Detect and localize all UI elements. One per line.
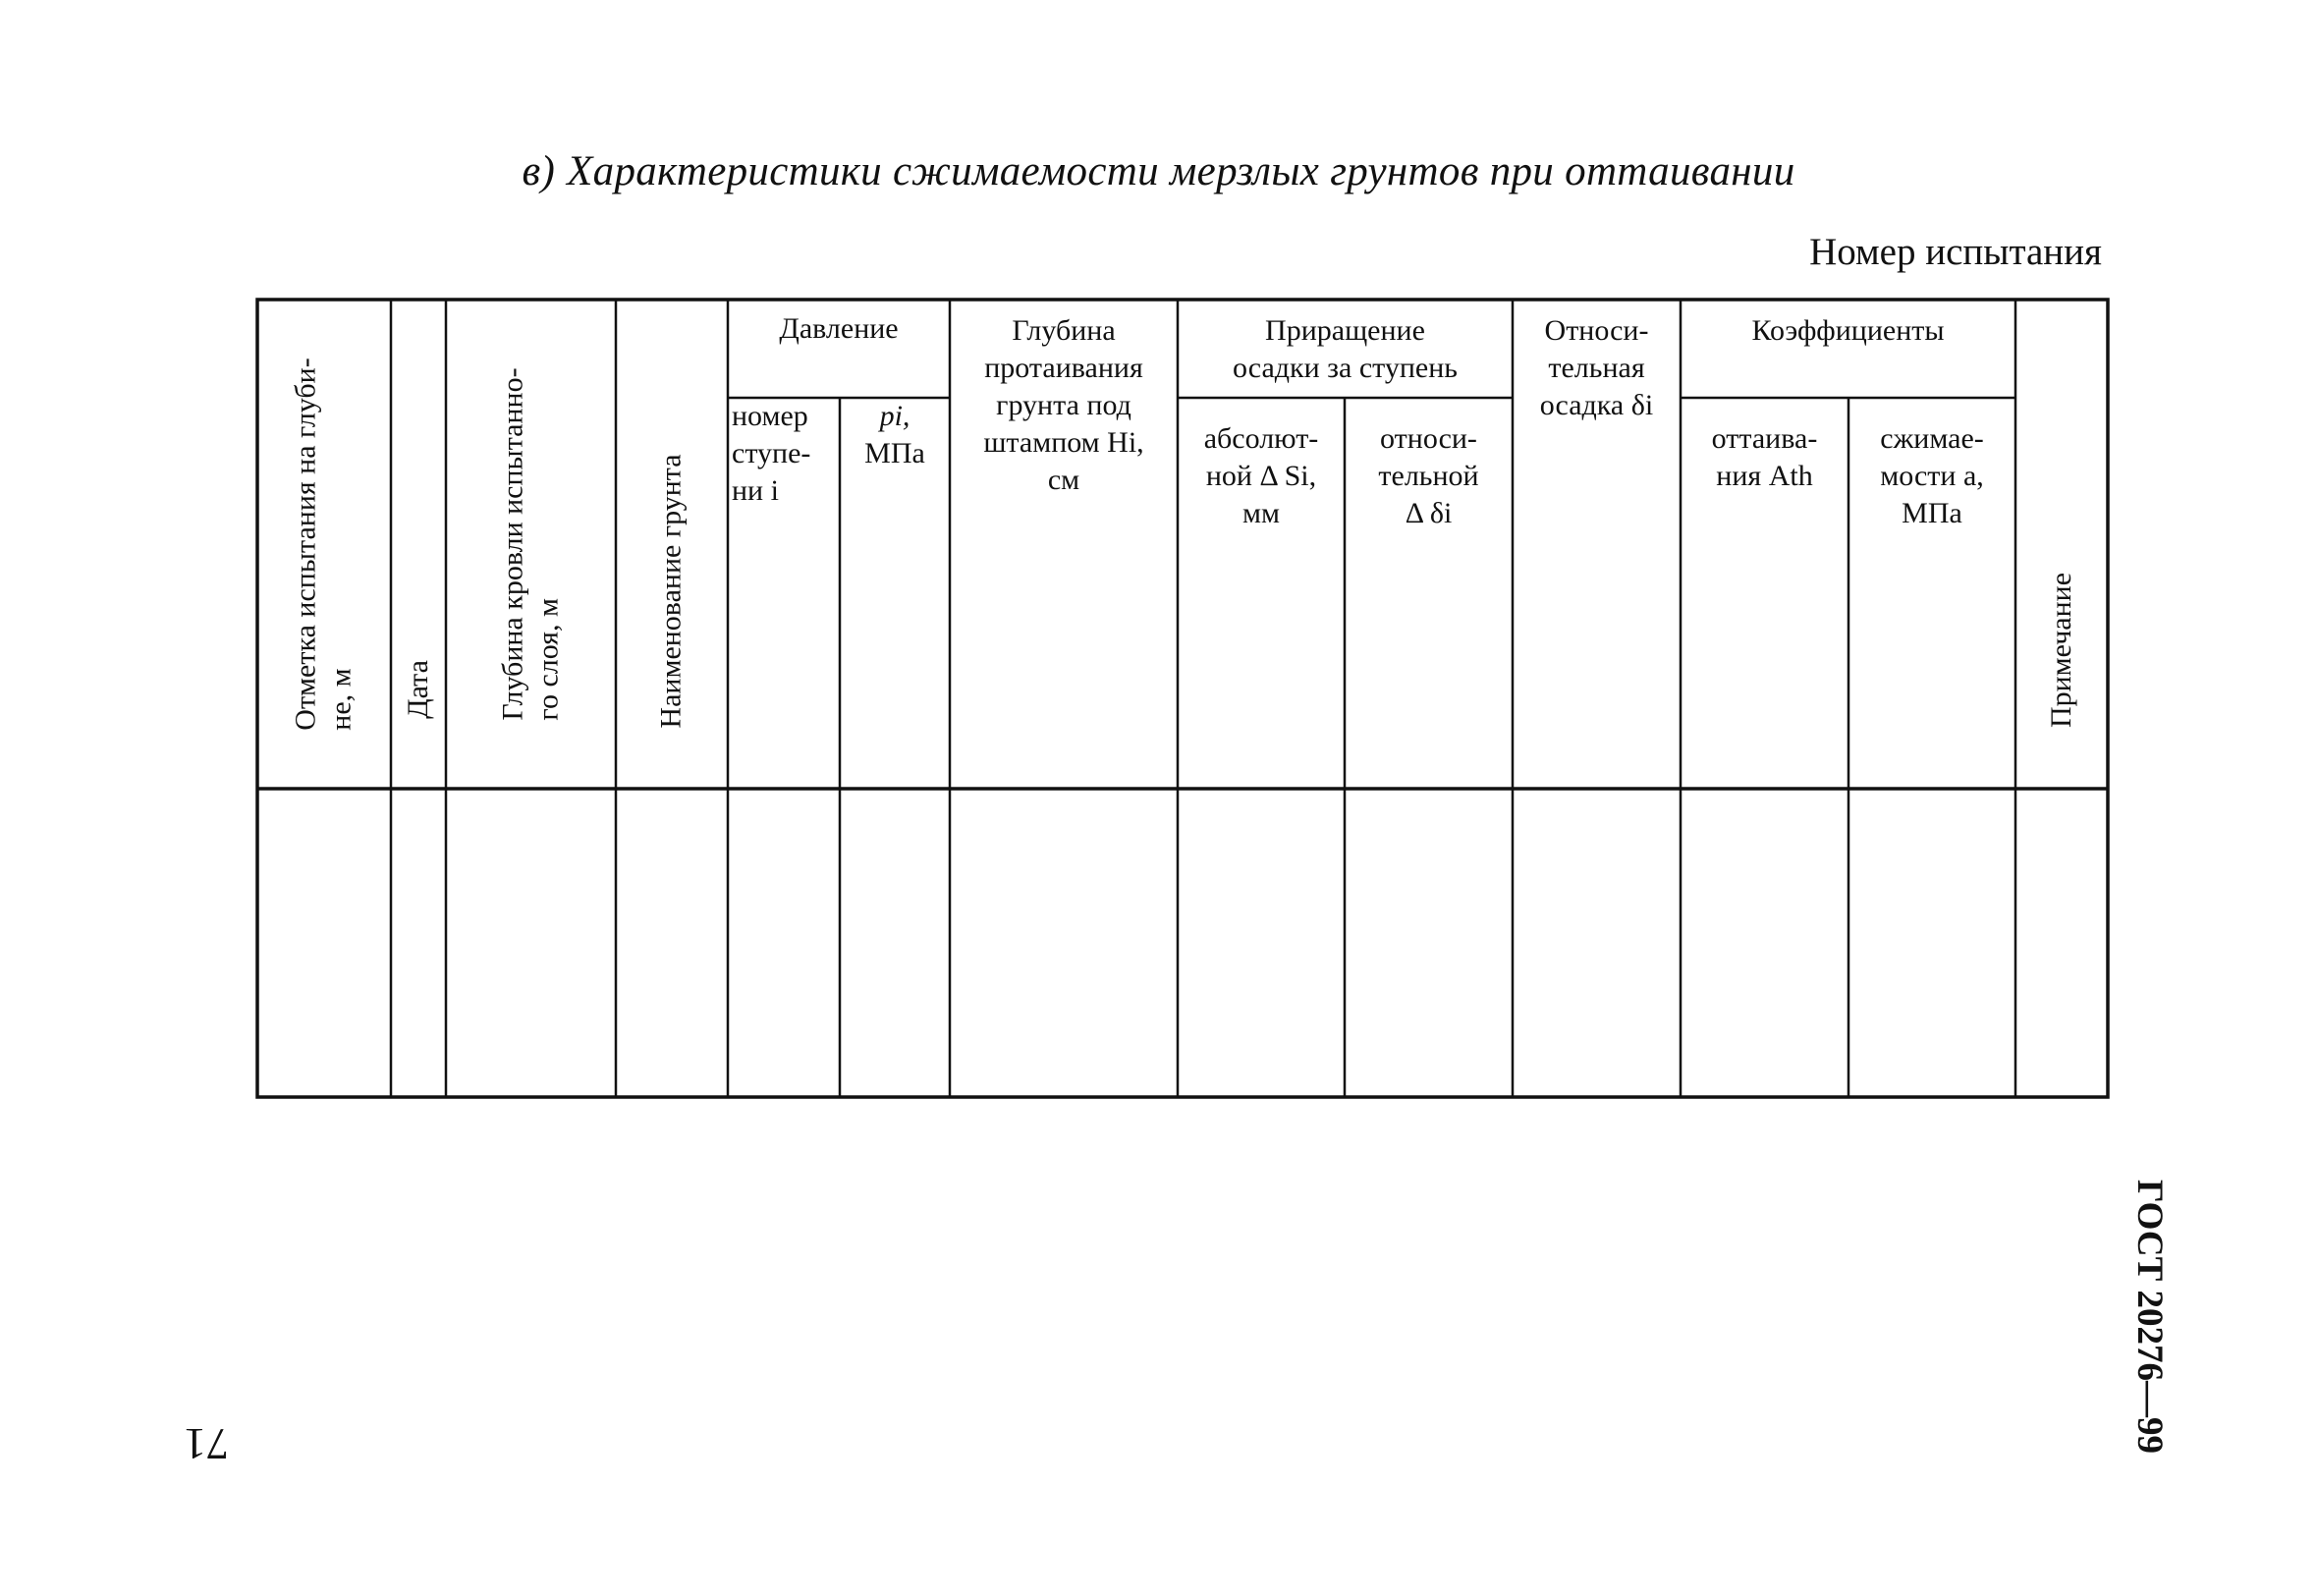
table-cell <box>616 789 728 1097</box>
header-soil-name: Наименование грунта <box>655 453 688 729</box>
page-number: 71 <box>184 1418 229 1469</box>
table-cell <box>728 789 840 1097</box>
header-compressibility-coefficient: сжимае- мости a, МПа <box>1880 422 1984 529</box>
table-cell <box>1345 789 1513 1097</box>
header-relative-settlement: Относи- тельная осадка δi <box>1539 314 1654 421</box>
header-note: Примечание <box>2045 572 2078 728</box>
table-cell <box>1848 789 2015 1097</box>
header-depth-mark: Отметка испытания на глуби- не, м <box>290 358 359 731</box>
table-cell <box>840 789 950 1097</box>
header-pressure-step: номер ступе- ни i <box>732 400 811 507</box>
caption-letter: в) <box>522 148 556 194</box>
standard-label: ГОСТ 20276—99 <box>2128 1179 2170 1454</box>
header-increment: Приращение осадки за ступень <box>1233 314 1458 384</box>
header-date: Дата <box>402 659 435 719</box>
header-pressure-value: pi, МПа <box>864 400 925 469</box>
table-cell <box>950 789 1178 1097</box>
header-thawing-coefficient: оттаива- ния Ath <box>1711 422 1818 492</box>
table-cell <box>391 789 446 1097</box>
caption-text: Характеристики сжимаемости мерзлых грунтов при оттаивании <box>567 148 1795 194</box>
header-increment-absolute: абсолют- ной Δ Si, мм <box>1203 422 1319 529</box>
header-increment-relative: относи- тельной Δ δi <box>1378 422 1479 529</box>
table-cell <box>446 789 616 1097</box>
table-cell <box>1178 789 1345 1097</box>
table-cell <box>2015 789 2108 1097</box>
table-cell <box>1513 789 1681 1097</box>
header-pressure: Давление <box>779 312 899 345</box>
test-number-label: Номер испытания <box>1809 231 2102 273</box>
header-roof-depth: Глубина кровли испытанно- го слоя, м <box>496 367 565 721</box>
table-cell <box>1681 789 1848 1097</box>
header-thaw-depth: Глубина протаивания грунта под штампом Hi, см <box>983 314 1144 496</box>
table-cell <box>257 789 391 1097</box>
header-coefficients: Коэффициенты <box>1751 314 1945 347</box>
